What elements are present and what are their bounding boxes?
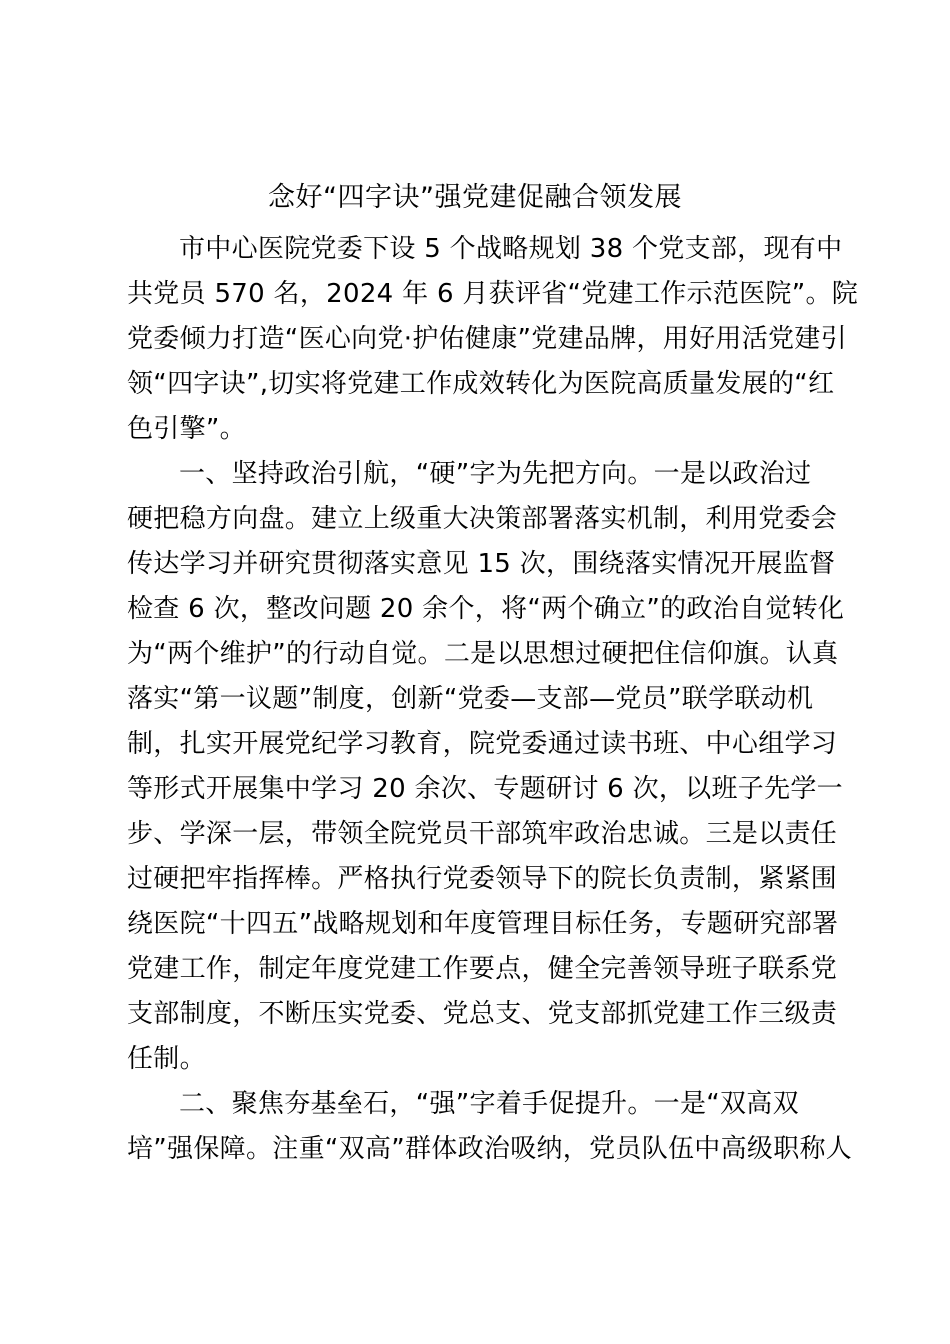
text-line: 任制。 [127, 1044, 206, 1074]
text-line: 为“两个维护”的行动自觉。二是以思想过硬把住信仰旗。认真 [127, 639, 839, 669]
text-line: 落实“第一议题”制度，创新“党委—支部—党员”联学联动机 [127, 684, 814, 714]
paragraph-intro [127, 227, 859, 452]
text-line: 培”强保障。注重“双高”群体政治吸纳，党员队伍中高级职称人 [127, 1134, 853, 1164]
text-line: 党委倾力打造“医心向党·护佑健康”党建品牌，用好用活党建引 [127, 324, 847, 354]
text-line: 共党员 570 名，2024 年 6 月获评省“党建工作示范医院”。院 [127, 279, 859, 309]
text-line: 支部制度，不断压实党委、党总支、党支部抓党建工作三级责 [127, 999, 838, 1029]
document-title: 念好“四字诀”强党建促融合领发展 [268, 182, 682, 213]
document-body [127, 227, 859, 1172]
text-line: 等形式开展集中学习 20 余次、专题研讨 6 次，以班子先学一 [127, 774, 843, 804]
text-line: 过硬把牢指挥棒。严格执行党委领导下的院长负责制，紧紧围 [127, 864, 838, 894]
paragraph-section-one [127, 452, 845, 1082]
text-line: 市中心医院党委下设 5 个战略规划 38 个党支部，现有中 [179, 234, 843, 264]
text-line: 党建工作，制定年度党建工作要点，健全完善领导班子联系党 [127, 954, 838, 984]
paragraph-section-two [127, 1082, 853, 1172]
text-line: 检查 6 次，整改问题 20 余个，将“两个确立”的政治自觉转化 [127, 594, 845, 624]
text-line: 一、坚持政治引航，“硬”字为先把方向。一是以政治过 [179, 459, 812, 489]
text-line: 传达学习并研究贯彻落实意见 15 次，围绕落实情况开展监督 [127, 549, 836, 579]
text-line: 步、学深一层，带领全院党员干部筑牢政治忠诚。三是以责任 [127, 819, 838, 849]
text-line: 制，扎实开展党纪学习教育，院党委通过读书班、中心组学习 [127, 729, 838, 759]
text-line: 硬把稳方向盘。建立上级重大决策部署落实机制，利用党委会 [127, 504, 838, 534]
text-line: 绕医院“十四五”战略规划和年度管理目标任务，专题研究部署 [127, 909, 839, 939]
text-line: 领“四字诀”,切实将党建工作成效转化为医院高质量发展的“红 [127, 369, 835, 399]
text-line: 色引擎”。 [127, 414, 246, 444]
text-line: 二、聚焦夯基垒石，“强”字着手促提升。一是“双高双 [179, 1089, 799, 1119]
